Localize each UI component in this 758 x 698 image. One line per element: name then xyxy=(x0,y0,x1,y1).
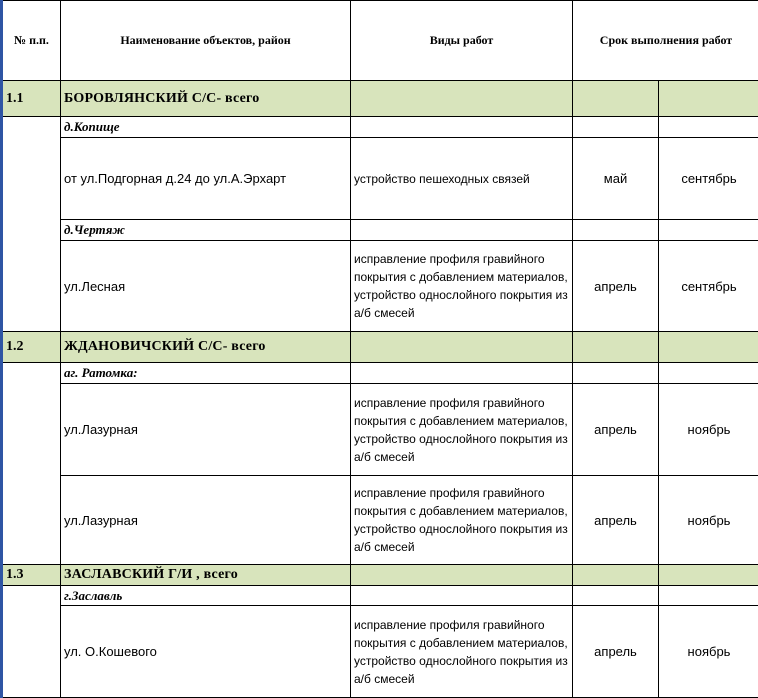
section-number: 1.1 xyxy=(2,81,61,117)
empty-cell xyxy=(351,117,573,138)
locality-row xyxy=(2,220,758,241)
object-name: от ул.Подгорная д.24 до ул.А.Эрхарт xyxy=(61,138,351,220)
empty-cell xyxy=(659,220,758,241)
locality-name: д.Копище xyxy=(61,117,351,138)
section-works-cell xyxy=(351,565,573,586)
work-type: исправление профиля гравийного покрытия с добавлением материалов, устройство однослойного покрытия из а/б смесей xyxy=(351,241,573,332)
locality-name: аг. Ратомка: xyxy=(61,363,351,384)
start-month: апрель xyxy=(573,241,659,332)
locality-row xyxy=(2,586,758,606)
section-title: ЖДАНОВИЧСКИЙ С/С- всего xyxy=(61,332,351,363)
empty-cell xyxy=(573,220,659,241)
empty-cell xyxy=(573,586,659,606)
section-row xyxy=(2,565,758,586)
end-month: сентябрь xyxy=(659,138,758,220)
header-name: Наименование объектов, район xyxy=(61,1,351,81)
section-end-cell xyxy=(659,81,758,117)
section-start-cell xyxy=(573,565,659,586)
empty-cell xyxy=(351,363,573,384)
end-month: ноябрь xyxy=(659,384,758,476)
table-row xyxy=(2,476,758,565)
section-row xyxy=(2,81,758,117)
end-month: ноябрь xyxy=(659,606,758,698)
end-month: сентябрь xyxy=(659,241,758,332)
header-works: Виды работ xyxy=(351,1,573,81)
start-month: апрель xyxy=(573,606,659,698)
table-row xyxy=(2,606,758,698)
locality-row xyxy=(2,117,758,138)
empty-cell xyxy=(659,363,758,384)
section-end-cell xyxy=(659,332,758,363)
number-cell-empty xyxy=(2,117,61,332)
header-num: № п.п. xyxy=(2,1,61,81)
number-cell-empty xyxy=(2,363,61,565)
section-number: 1.3 xyxy=(2,565,61,586)
empty-cell xyxy=(573,363,659,384)
section-end-cell xyxy=(659,565,758,586)
empty-cell xyxy=(659,117,758,138)
empty-cell xyxy=(351,220,573,241)
empty-cell xyxy=(573,117,659,138)
table-row xyxy=(2,384,758,476)
start-month: апрель xyxy=(573,384,659,476)
object-name: ул. О.Кошевого xyxy=(61,606,351,698)
object-name: ул.Лесная xyxy=(61,241,351,332)
empty-cell xyxy=(659,586,758,606)
section-row xyxy=(2,332,758,363)
work-type: устройство пешеходных связей xyxy=(351,138,573,220)
section-title: БОРОВЛЯНСКИЙ С/С- всего xyxy=(61,81,351,117)
locality-row xyxy=(2,363,758,384)
work-type: исправление профиля гравийного покрытия с добавлением материалов, устройство однослойного покрытия из а/б смесей xyxy=(351,476,573,565)
locality-name: г.Заславль xyxy=(61,586,351,606)
table-row xyxy=(2,138,758,220)
section-start-cell xyxy=(573,81,659,117)
section-title: ЗАСЛАВСКИЙ Г/И , всего xyxy=(61,565,351,586)
section-number: 1.2 xyxy=(2,332,61,363)
object-name: ул.Лазурная xyxy=(61,476,351,565)
header-row xyxy=(2,1,758,81)
section-works-cell xyxy=(351,332,573,363)
end-month: ноябрь xyxy=(659,476,758,565)
start-month: апрель xyxy=(573,476,659,565)
start-month: май xyxy=(573,138,659,220)
section-start-cell xyxy=(573,332,659,363)
work-type: исправление профиля гравийного покрытия с добавлением материалов, устройство однослойного покрытия из а/б смесей xyxy=(351,606,573,698)
locality-name: д.Чертяж xyxy=(61,220,351,241)
header-term: Срок выполнения работ xyxy=(573,1,758,81)
table-row xyxy=(2,241,758,332)
work-type: исправление профиля гравийного покрытия с добавлением материалов, устройство однослойного покрытия из а/б смесей xyxy=(351,384,573,476)
object-name: ул.Лазурная xyxy=(61,384,351,476)
empty-cell xyxy=(351,586,573,606)
number-cell-empty xyxy=(2,586,61,698)
section-works-cell xyxy=(351,81,573,117)
